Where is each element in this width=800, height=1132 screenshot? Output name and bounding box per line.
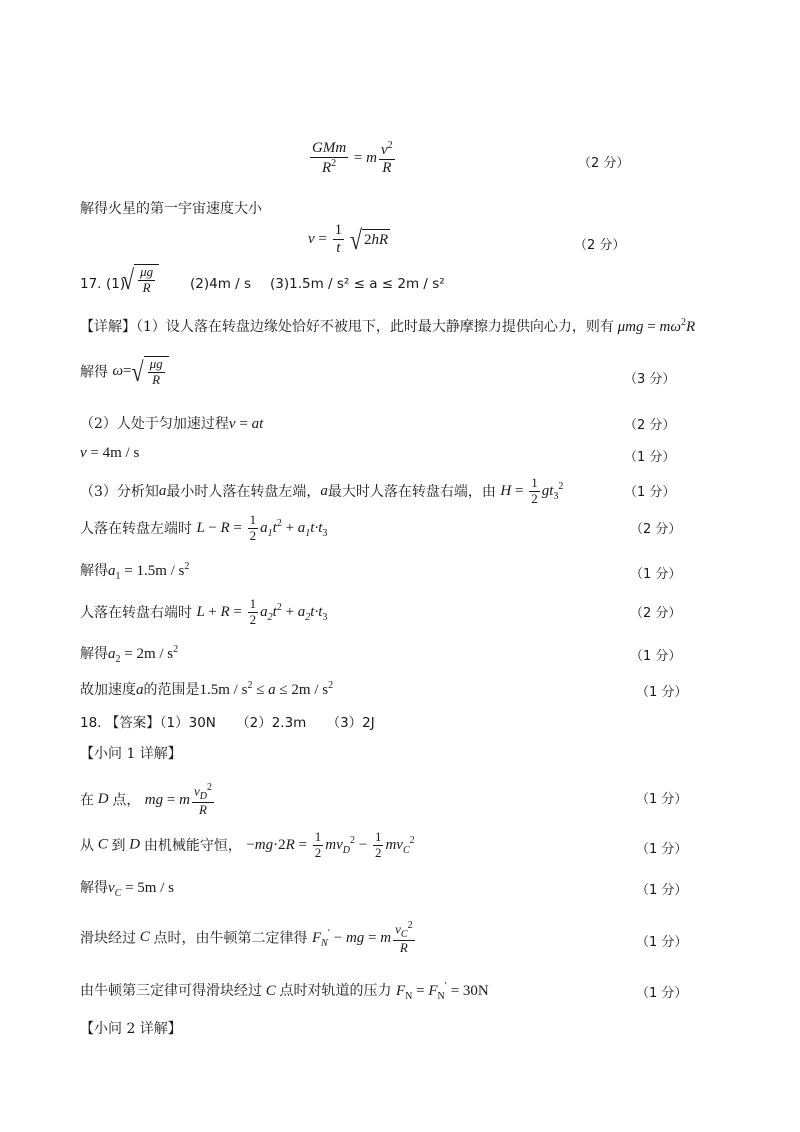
score-label: （2 分） — [574, 238, 626, 253]
text-right-end: 人落在转盘右端时 — [80, 604, 192, 621]
text-analysis-min: 最小时人落在转盘左端， — [166, 483, 321, 500]
question-18-answer: 18. 【答案】（1）30N （2）2.3m （3）2J — [80, 715, 375, 731]
text-left-end: 人落在转盘左端时 — [80, 520, 192, 537]
text-analysis: （3）分析知 — [80, 483, 159, 500]
score-label: （1 分） — [636, 842, 688, 857]
equation-first-cosmic-velocity: v = $\frac{1}{t}$ √ 2 hR — [308, 222, 389, 257]
text-line: 解得$v_C = 5m / s$ — [80, 880, 174, 899]
text-line: 解得$a_1 = 1.5m / s^2$ — [80, 561, 190, 582]
score-label: （2 分） — [578, 156, 630, 171]
score-label: （1 分） — [636, 685, 688, 700]
text-point: 点， — [112, 792, 141, 809]
equation-velocity: v = 4m / s — [80, 445, 140, 461]
score-label: （2 分） — [630, 522, 682, 537]
text-line: 故加速度a的范围是$1.5m / s^2 \le a \le 2m / s^2$ — [80, 680, 334, 698]
score-label: （1 分） — [630, 649, 682, 664]
score-label: （1 分） — [624, 450, 676, 465]
question-17-part1-answer: √ $\frac{\mu g}{R}$ — [122, 264, 159, 296]
score-label: （1 分） — [636, 935, 688, 950]
text-line: 在 D 点， mg = m $\frac{v_D^2}{R}$ — [80, 782, 212, 818]
text-to: 到 — [111, 837, 126, 854]
text-line: 解得$a_2 = 2m / s^2$ — [80, 644, 179, 665]
text-uniform-accel: （2）人处于匀加速过程 — [80, 416, 229, 432]
score-label: （3 分） — [624, 372, 676, 387]
score-label: （1 分） — [636, 986, 688, 1001]
text-line: 从 C 到 D 由机械能守恒， −mg·2R = $\frac{1}{2}$ $mv_D^2$ − $\frac{1}{2}$ $mv_C^2$ — [80, 829, 415, 860]
text-newton-third: 由牛顿第三定律可得滑块经过 — [80, 983, 262, 999]
section-heading: 【小问 1 详解】 — [80, 746, 182, 762]
detail-intro: 【详解】（1）设人落在转盘边缘处恰好不被甩下，此时最大静摩擦力提供向心力，则有 — [80, 319, 614, 335]
score-label: （1 分） — [636, 883, 688, 898]
question-17-part1-label: (1) — [106, 276, 126, 292]
text-analysis-max: 最大时人落在转盘右端，由 — [327, 483, 496, 500]
question-17-part2-answer: (2)4m / s — [190, 276, 252, 292]
text-line: 滑块经过 C 点时，由牛顿第二定律得 $F_N'$ − mg = m $\frac{v_C^2}{R}$ — [80, 920, 413, 956]
text-range: 故加速度 — [80, 682, 136, 698]
text-line: （3）分析知a最小时人落在转盘左端，a最大时人落在转盘右端，由 H = $\frac{1}{2}$ $gt_3^2$ — [80, 475, 564, 506]
score-label: （2 分） — [630, 606, 682, 621]
text-line: 人落在转盘右端时 L + R = $\frac{1}{2}$ $a_2t^2 + a_2t\cdot t_3$ — [80, 596, 328, 627]
question-17-number: 17. — [80, 276, 102, 292]
text-at: 在 — [80, 792, 94, 809]
text-energy-conservation: 由机械能守恒， — [143, 837, 242, 854]
text-line: 【详解】（1）设人落在转盘边缘处恰好不被甩下，此时最大静摩擦力提供向心力，则有 $\mu mg = m\omega^2R$ — [80, 317, 696, 335]
score-label: （1 分） — [630, 567, 682, 582]
text-pressure: 点时对轨道的压力 — [279, 983, 392, 999]
text-line: 由牛顿第三定律可得滑块经过 C 点时对轨道的压力 $F_N = F_N' = 30N$ — [80, 981, 489, 1002]
text-line: （2）人处于匀加速过程v = at — [80, 416, 264, 432]
text-passing: 滑块经过 — [80, 930, 136, 947]
score-label: （1 分） — [624, 485, 676, 500]
text-solve: 解得 — [80, 646, 108, 662]
score-label: （1 分） — [636, 792, 688, 807]
equation-gravity-centripetal: $\frac{\text{GMm}}{R^2}$ = m $\frac{v^2}{R}$ — [312, 140, 393, 177]
text-line: 解得 ω= √ $\frac{\mu g}{R}$ — [80, 356, 169, 388]
section-heading: 【小问 2 详解】 — [80, 1021, 182, 1037]
text-from: 从 — [80, 837, 94, 854]
question-17-part3-answer: (3)1.5m / s² ≤ a ≤ 2m / s² — [270, 276, 445, 292]
text-solve: 解得 — [80, 880, 108, 896]
score-label: （2 分） — [624, 418, 676, 433]
text-range-2: 的范围是 — [143, 682, 200, 698]
text-line: 人落在转盘左端时 L − R = $\frac{1}{2}$ $a_1t^2 + a_1t\cdot t_3$ — [80, 512, 328, 543]
text-solve: 解得 — [80, 563, 108, 579]
text-newton-second: 点时，由牛顿第二定律得 — [153, 930, 308, 947]
text-solve: 解得 — [80, 364, 108, 381]
text-line: 解得火星的第一宇宙速度大小 — [80, 201, 262, 217]
